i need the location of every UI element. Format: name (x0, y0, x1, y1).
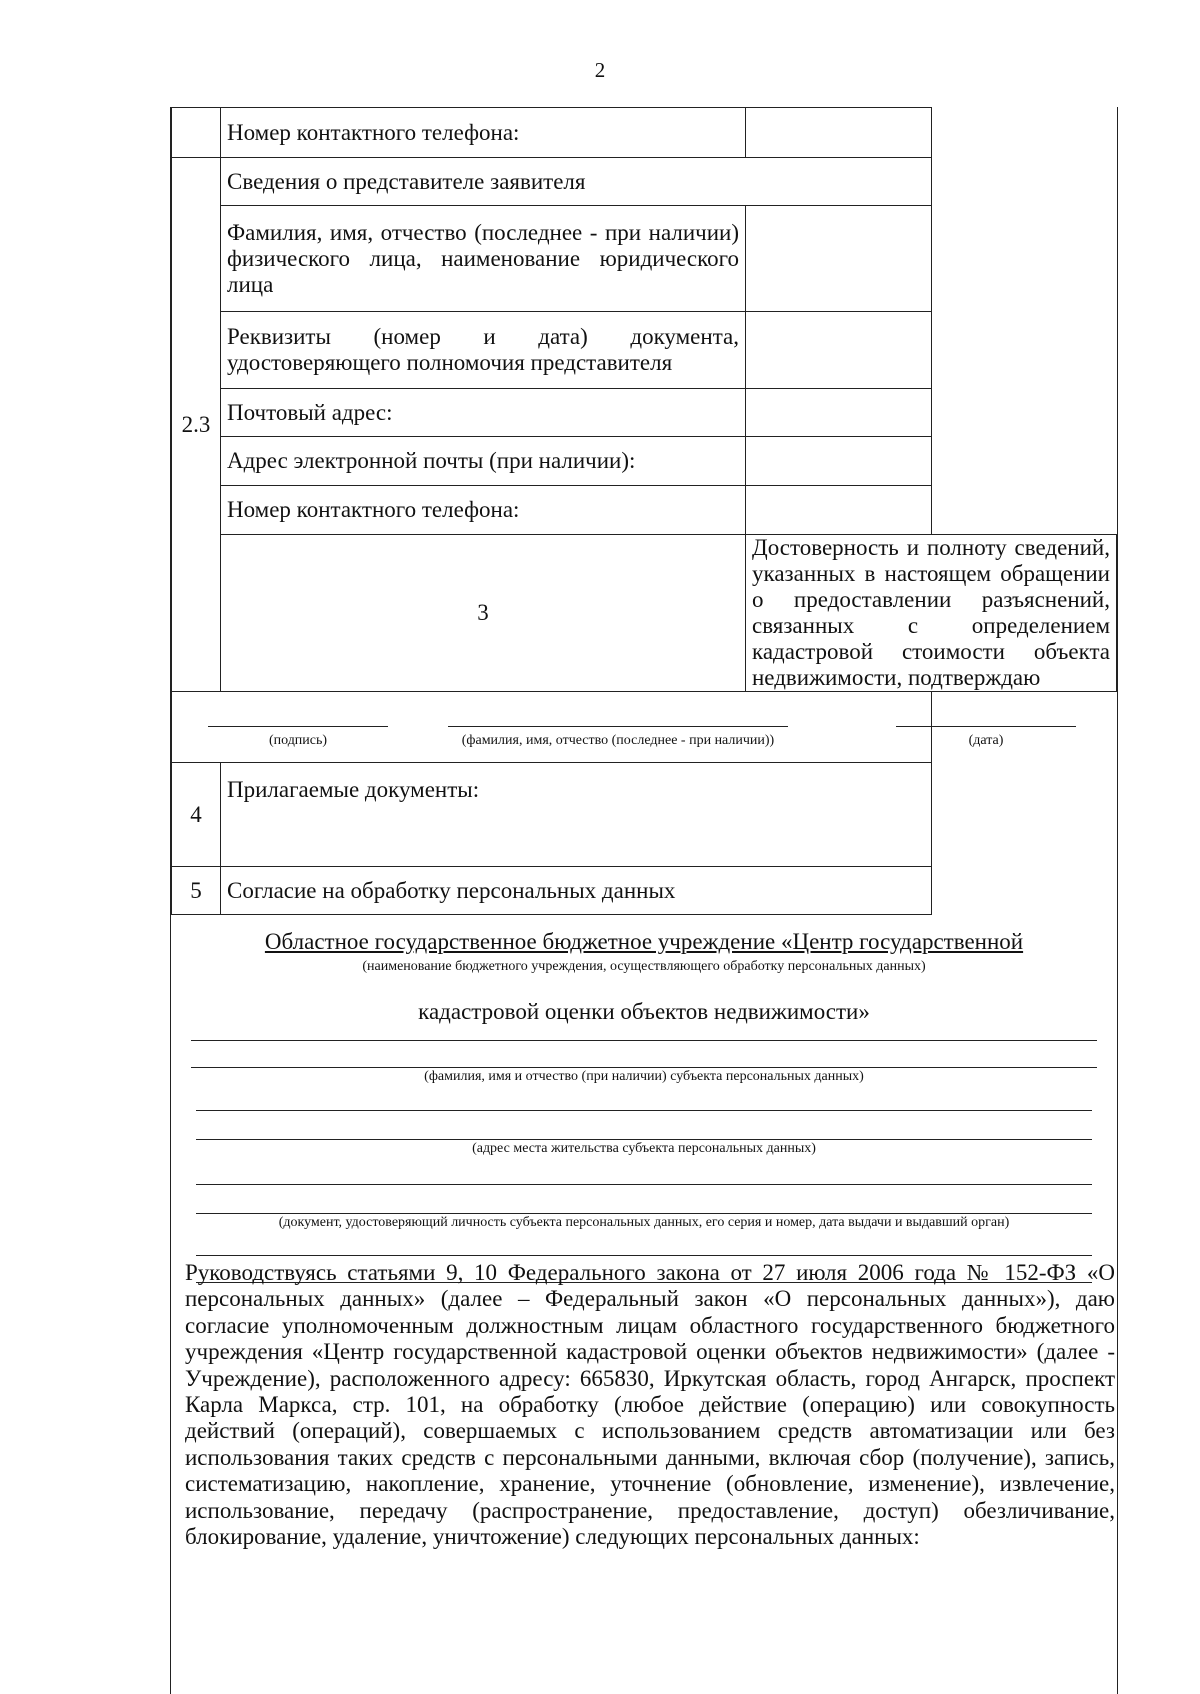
org-name-line1 (171, 929, 1117, 955)
representative-docs-label: Реквизиты (номер и дата) документа, удостоверяющего полномочия представителя (221, 312, 746, 389)
org-caption: (наименование бюджетного учреждения, осуществляющего обработку персональных данных) (362, 959, 926, 974)
representative-header: Сведения о представителе заявителя (221, 158, 932, 206)
consent-title: Согласие на обработку персональных данных (221, 867, 932, 915)
row-contact-phone (172, 108, 1117, 158)
date-line[interactable] (896, 726, 1076, 727)
row-representative-docs (172, 312, 1117, 389)
row-representative-fio (172, 206, 1117, 312)
consent-block (171, 915, 1117, 1307)
row-number-empty (172, 108, 221, 158)
page-number: 2 (594, 58, 606, 82)
representative-phone-label: Номер контактного телефона: (221, 486, 746, 535)
representative-fio-value[interactable] (746, 206, 932, 312)
application-form (170, 107, 1118, 1307)
row-representative-header (172, 158, 1117, 206)
contact-phone-label: Номер контактного телефона: (221, 108, 746, 158)
row-consent (172, 867, 1117, 915)
org-name-text: Областное государственное бюджетное учреждение «Центр государственной (264, 929, 1024, 954)
row-attached-documents (172, 763, 1117, 867)
row-representative-phone (172, 486, 1117, 535)
email-label: Адрес электронной почты (при наличии): (221, 437, 746, 486)
identity-document-caption: (документ, удостоверяющий личность субъекта персональных данных, его серия и номер, дата выдачи и выдавший орган) (278, 1215, 1010, 1230)
consent-body-text: Руководствуясь статьями 9, 10 Федерального закона от 27 июля 2006 года № 152-ФЗ «О персональных данных» (далее – Федеральный закон «О персональных данных»), даю согласие уполномоченным должностным лицам областного государственного бюджетного учреждения «Центр государственной кадастровой оценки объектов недвижимости» (далее - Учреждение), расположенного адресу: 665830, Иркутская область, город Ангарск, проспект Карла Маркса, стр. 101, на обработку (любое действие (операцию) или совокупность действий (операций), совершаемых с использованием средств автоматизации или без использования таких средств с персональными данными, включая сбор (получение), запись, систематизацию, накопление, хранение, уточнение (обновление, изменение), извлечение, использование, передачу (распространение, предоставление, доступ) обезличивание, блокирование, удаление, уничтожение) следующих персональных данных: (185, 1260, 1115, 1550)
date-caption: (дата) (968, 733, 1004, 748)
subject-address-caption: (адрес места жительства субъекта персональных данных) (472, 1141, 816, 1156)
section-number-5: 5 (172, 867, 221, 915)
identity-document-line[interactable] (196, 1213, 1092, 1214)
form-table (171, 107, 1117, 915)
postal-address-label: Почтовый адрес: (221, 389, 746, 437)
org-name-line2: кадастровой оценки объектов недвижимости» (418, 999, 870, 1024)
row-confirmation (172, 535, 1117, 692)
row-email (172, 437, 1117, 486)
name-caption: (фамилия, имя, отчество (последнее - при наличии)) (461, 733, 775, 748)
signature-caption: (подпись) (268, 733, 328, 748)
blank-line[interactable] (196, 1184, 1092, 1185)
contact-phone-value[interactable] (746, 108, 932, 158)
blank-line[interactable] (191, 1040, 1097, 1041)
attached-documents-label: Прилагаемые документы: (221, 763, 932, 867)
section-number-4: 4 (172, 763, 221, 867)
subject-address-line[interactable] (196, 1139, 1092, 1140)
representative-docs-value[interactable] (746, 312, 932, 389)
representative-fio-label: Фамилия, имя, отчество (последнее - при наличии) физического лица, наименование юридического лица (221, 206, 746, 312)
name-line[interactable] (448, 726, 788, 727)
section-number-3: 3 (221, 535, 746, 692)
row-signature (172, 692, 1117, 763)
email-value[interactable] (746, 437, 932, 486)
row-postal-address (172, 389, 1117, 437)
signature-line[interactable] (208, 726, 388, 727)
section-number-2-3: 2.3 (172, 158, 221, 692)
blank-line[interactable] (196, 1110, 1092, 1111)
confirmation-text: Достоверность и полноту сведений, указанных в настоящем обращении о предоставлении разъяснений, связанных с определением кадастровой стоимости объекта недвижимости, подтверждаю (746, 535, 1117, 692)
signature-block (172, 692, 1004, 763)
representative-phone-value[interactable] (746, 486, 932, 535)
subject-name-line[interactable] (191, 1067, 1097, 1068)
subject-name-caption: (фамилия, имя и отчество (при наличии) субъекта персональных данных) (424, 1069, 864, 1084)
postal-address-value[interactable] (746, 389, 932, 437)
